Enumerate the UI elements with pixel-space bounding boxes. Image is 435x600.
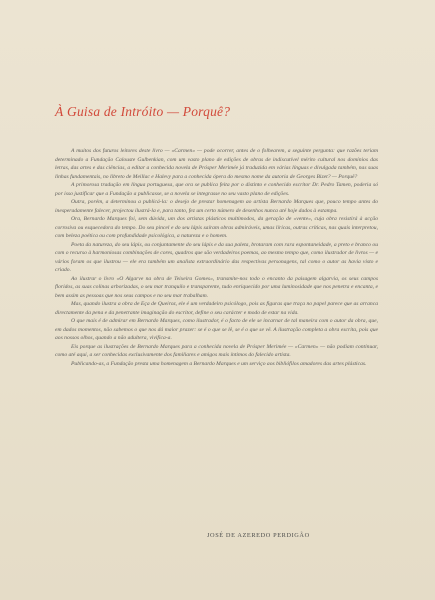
paragraph-8: O que mais é de admirar em Bernardo Marques, como ilustrador, é o facto de ele se incarnar de tal maneira com o autor da obra, que, em dados momentos, não sabemos o que nos dá maior prazer: se é o que se lê, se é o que se vê. A ilustração completa a obra escrita, pois que aos nossos olhos, quando a não adultera, vivifica-a. [55,318,378,341]
paragraph-9: Eis porque as ilustrações de Bernardo Marques para a conhecida novela de Prósper Merimée — «Carmen» — não podiam continuar, como até aqui, a ser conhecidas exclusivamente dos familiares e amigos mais íntimos do falecido artista. [55,343,378,358]
paragraph-7: Mas, quando ilustra a obra de Eça de Queiroz, ele é um verdadeiro psicólogo, pois as figuras que traça no papel parece que as arranca directamente da pena e da penetrante imaginação do escritor, define o seu carácter e modo de estar na vida. [55,301,378,316]
paragraph-3: Outra, porém, a determinou a publicá-la: o desejo de prestar homenagem ao artista Bernardo Marques que, pouco tempo antes do inesperadamente falecer, projectou ilustrá-la e, para tanto, fez um certo número de desenhos nunca até hoje dados à estampa. [55,199,378,214]
paragraph-5: Poeta da natureza, do seu lápis, ou conjuntamente do seu lápis e da sua paleta, brotaram com rara espontaneidade, a preto e branco ou com o recurso à harmoniosas combinações de cores, quadros que são verdadeiros poemas, ao mesmo tempo que, como ilustrador de livros — e vários foram os que ilustrou — ele era também um analista extraordinário das respectivas personagens, tal como o autor as havia visto e criado. [55,241,378,273]
paragraph-2: A primorosa tradução em língua portuguesa, que ora se publica feita por o distinto e conhecido escritor Dr. Pedro Tamen, poderia só por isso justificar que a Fundação a publicasse, se a novela se integrasse no seu vasto plano de edições. [55,182,378,197]
paragraph-6: Ao ilustrar o livro «O Algarve na obra de Teixeira Gomes», transmite-nos todo o encanto da paisagem algarvia, os seus campos floridos, as suas colinas arborizadas, o seu mar tranquilo e transparente, tudo enriquecido por uma luminosidade que nos penetra e encanta, e bem assim as pessoas que nos seus campos e no seu mar trabalham. [55,275,378,299]
preface-body [55,147,378,368]
paragraph-10: Publicando-as, a Fundação presta uma homenagem a Bernardo Marques e um serviço aos bibliófilos amadores das artes plásticas. [71,360,367,367]
page-title: À Guisa de Intróito — Porquê? [55,104,231,119]
author-signature: JOSÉ DE AZEREDO PERDIGÃO [207,532,310,539]
paragraph-1: A muitos dos futuros leitores deste livro — «Carmen» — pode ocorrer, antes de o folhearem, a seguinte pergunta: que razões teriam determinado a Fundação Calouste Gulbenkian, com um vasto plano de edições de obras de indiscutível mérito cultural nos domínios das letras, das artes e das ciências, a editar a conhecida novela de Prósper Merimée já traduzida em várias línguas e divulgada também, nas suas linhas fundamentais, no libreto de Meillac e Halevy para a conhecida ópera do mesmo nome da autoria de Georges Bizet? — Porquê? [55,148,378,180]
paragraph-4: Ora, Bernardo Marques foi, sem dúvida, um dos artistas plásticos multimodos, da geração de «vente», cuja obra resistirá à acção corrosiva ou esquecedora do tempo. Do seu pincel e do seu lápis saíram obras admiráveis, umas líricas, outras críticas, nas quais interpretou, com beleza poética ou com profundidade psicológica, a natureza e o homem. [55,216,378,239]
